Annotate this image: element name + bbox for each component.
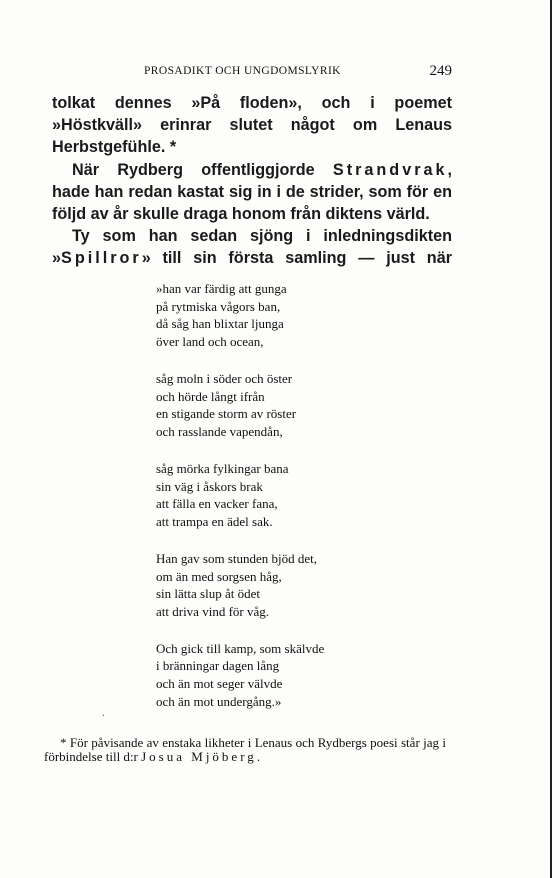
poem-line: att driva vind för våg. bbox=[156, 603, 269, 619]
footnote-marker: * bbox=[60, 735, 70, 750]
poem-line: sin väg i åskors brak bbox=[156, 478, 263, 494]
poem-line: och hörde långt ifrån bbox=[156, 388, 265, 404]
poem-line: och än mot seger välvde bbox=[156, 676, 283, 692]
prose-body bbox=[52, 92, 452, 270]
paragraph-3 bbox=[52, 225, 452, 269]
footnote-spaced-name: Josua Mjöberg bbox=[141, 749, 257, 765]
footnote-text-before: För påvisande av enstaka likheter i Lenaus och Rydbergs poesi står jag i förbindelse till d:r bbox=[44, 735, 446, 765]
running-head: PROSADIKT OCH UNGDOMSLYRIK bbox=[144, 65, 341, 77]
page-header bbox=[52, 63, 452, 83]
poem-line: Och gick till kamp, som skälvde bbox=[156, 640, 325, 656]
poem-quotation bbox=[156, 280, 456, 710]
poem-stanza-5 bbox=[156, 640, 456, 710]
poem-line: sin lätta slup åt ödet bbox=[156, 586, 260, 602]
poem-line: att fälla en vacker fana, bbox=[156, 496, 278, 512]
poem-line: en stigande storm av röster bbox=[156, 406, 297, 422]
poem-line: över land och ocean, bbox=[156, 333, 264, 349]
paragraph-3-text-after: » till sin första samling — just när bbox=[141, 249, 452, 268]
poem-stanza-2 bbox=[156, 370, 456, 440]
print-speck: . bbox=[102, 705, 105, 719]
paragraph-1-text: tolkat dennes »På floden», och i poemet »Höstkväll» erinrar slutet något om Lenaus Herbstgefühle. bbox=[52, 94, 452, 157]
poem-line: såg mörka fylkingar bana bbox=[156, 460, 289, 476]
poem-stanza-1 bbox=[156, 280, 456, 350]
poem-line: Han gav som stunden bjöd det, bbox=[156, 550, 318, 566]
poem-line: i bränningar dagen lång bbox=[156, 658, 280, 674]
footnote-text-after: . bbox=[256, 749, 261, 765]
poem-line: och rasslande vapendån, bbox=[156, 423, 283, 439]
poem-line: om än med sorgsen håg, bbox=[156, 568, 282, 584]
poem-line: då såg han blixtar ljunga bbox=[156, 316, 284, 332]
footnote bbox=[44, 736, 446, 764]
paragraph-2 bbox=[52, 159, 452, 226]
footnote-reference: * bbox=[165, 138, 177, 157]
poem-line: »han var färdig att gunga bbox=[156, 281, 287, 296]
paragraph-2-text-after: , hade han redan kastat sig in i de strider, som för en följd av år skulle draga honom från diktens värld. bbox=[52, 160, 452, 224]
footnote-indent bbox=[44, 735, 60, 750]
poem-line: såg moln i söder och öster bbox=[156, 370, 293, 386]
paragraph-3-text-before: Ty som han sedan sjöng i inledningsdikten » bbox=[52, 227, 452, 268]
paragraph-2-spaced-title: Strandvrak bbox=[332, 160, 448, 179]
poem-stanza-3 bbox=[156, 460, 456, 530]
poem-line: på rytmiska vågors ban, bbox=[156, 298, 281, 314]
poem-line: att trampa en ädel sak. bbox=[156, 513, 273, 529]
poem-line: och än mot undergång.» bbox=[156, 693, 282, 709]
paragraph-3-spaced-title: Spillror bbox=[61, 249, 142, 268]
page-number: 249 bbox=[429, 63, 452, 79]
poem-stanza-4 bbox=[156, 550, 456, 620]
paragraph-2-text-before: När Rydberg offentliggjorde bbox=[72, 160, 333, 179]
paragraph-1 bbox=[52, 92, 452, 159]
